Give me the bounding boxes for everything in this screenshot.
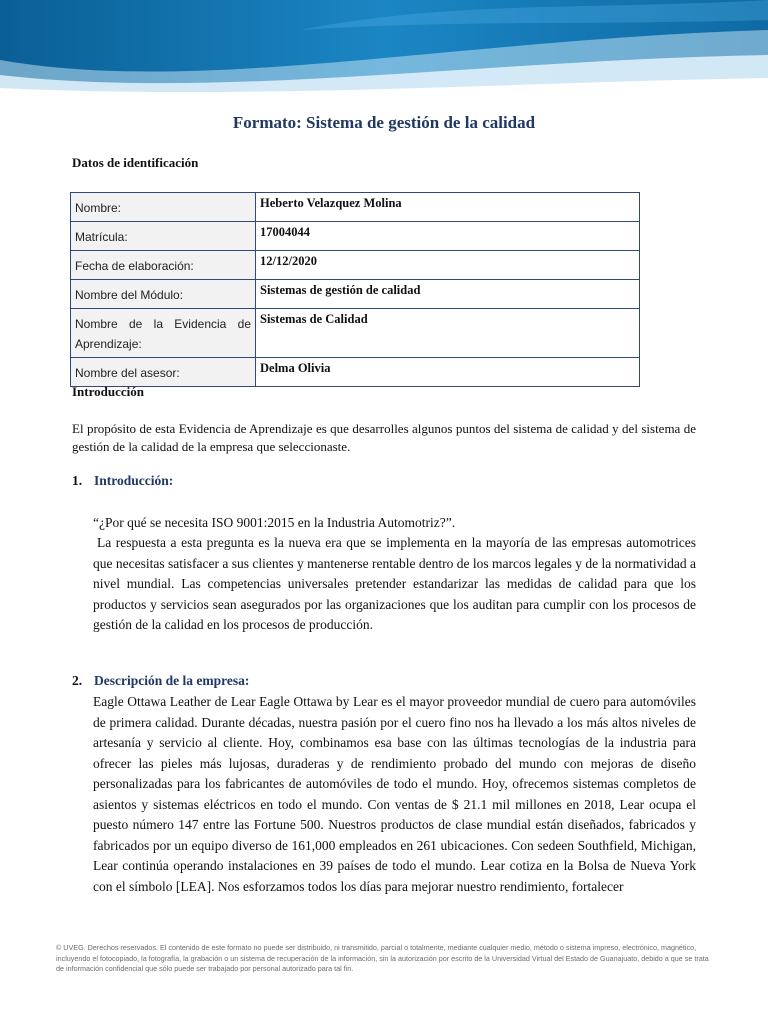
document-title: Formato: Sistema de gestión de la calidad: [232, 113, 536, 132]
table-row: [71, 358, 640, 387]
row-value: 12/12/2020: [256, 251, 640, 280]
identification-table: [70, 192, 640, 387]
intro-heading: Introducción: [72, 384, 144, 399]
row-label: Nombre del asesor:: [71, 358, 256, 387]
section-number: 2.: [72, 673, 83, 688]
section-2-heading: [72, 673, 249, 689]
section-title: Introducción:: [94, 473, 174, 488]
row-label: Fecha de elaboración:: [71, 251, 256, 280]
intro-paragraph: El propósito de esta Evidencia de Aprendizaje es que desarrolles algunos puntos del sistema de calidad y del sistema de gestión de la calidad de la empresa que seleccionaste.: [72, 421, 696, 454]
table-row: [71, 193, 640, 222]
section-1-paragraph: La respuesta a esta pregunta es la nueva era que se implementa en la mayoría de las empresas automotrices que necesitas satisfacer a sus clientes y mantenerse rentable dentro de los marcos legales y de la normatividad a nivel mundial. Las competencias universales pretender estandarizar las medidas de calidad para que los productos y servicios sean asegurados por las organizaciones que los auditan para cumplir con los procesos de gestión de la calidad en los procesos de producción.: [93, 535, 696, 632]
row-value: Heberto Velazquez Molina: [256, 193, 640, 222]
row-label: Matrícula:: [71, 222, 256, 251]
table-row: [71, 280, 640, 309]
row-value: Sistemas de Calidad: [256, 309, 640, 358]
copyright-footer: © UVEG. Derechos reservados. El contenido de este formato no puede ser distribuido, ni transmitido, parcial o totalmente, mediante cualquier medio, método o sistema impreso, electrónico, magnético, incluyendo el fotocopiado, la fotografía, la grabación o un sistema de recuperación de la información, sin la autorización por escrito de la Universidad Virtual del Estado de Guanajuato, debido a que se trata de información confidencial que sólo puede ser trabajado por personal autorizado para tal fin.: [56, 943, 709, 973]
row-label: Nombre del Módulo:: [71, 280, 256, 309]
row-value: Delma Olivia: [256, 358, 640, 387]
table-row: [71, 251, 640, 280]
table-row: [71, 222, 640, 251]
table-row: [71, 309, 640, 358]
section-number: 1.: [72, 473, 83, 488]
ident-heading: Datos de identificación: [72, 155, 199, 170]
section-title: Descripción de la empresa:: [94, 673, 250, 688]
section-1-heading: [72, 473, 173, 489]
row-label: Nombre:: [71, 193, 256, 222]
row-value: Sistemas de gestión de calidad: [256, 280, 640, 309]
section-1-question: “¿Por qué se necesita ISO 9001:2015 en la Industria Automotriz?”.: [93, 515, 456, 530]
row-label: Nombre de la Evidencia de Aprendizaje:: [71, 309, 256, 358]
header-banner: [0, 0, 768, 100]
section-2-paragraph: Eagle Ottawa Leather de Lear Eagle Ottawa by Lear es el mayor proveedor mundial de cuero para automóviles de primera calidad. Durante décadas, nuestra pasión por el cuero fino nos ha llevado a los más altos niveles de artesanía y servicio al cliente. Hoy, combinamos esa base con las últimas tecnologías de la industria para ofrecer las pieles más lujosas, duraderas y de rendimiento probado del mundo con mejoras de diseño personalizadas para los fabricantes de automóviles de todo el mundo. Hoy, ofrecemos sistemas completos de asientos y sistemas eléctricos en todo el mundo. Con ventas de $ 21.1 mil millones en 2018, Lear ocupa el puesto número 147 entre las Fortune 500. Nuestros productos de clase mundial están diseñados, fabricados y fabricados por un equipo diverso de 161,000 empleados en 261 ubicaciones. Con sedeen Southfield, Michigan, Lear continúa operando instalaciones en 39 países de todo el mundo. Lear cotiza en la Bolsa de Nueva York con el símbolo [LEA]. Nos esforzamos todos los días para mejorar nuestro rendimiento, fortalecer: [93, 694, 696, 894]
row-value: 17004044: [256, 222, 640, 251]
